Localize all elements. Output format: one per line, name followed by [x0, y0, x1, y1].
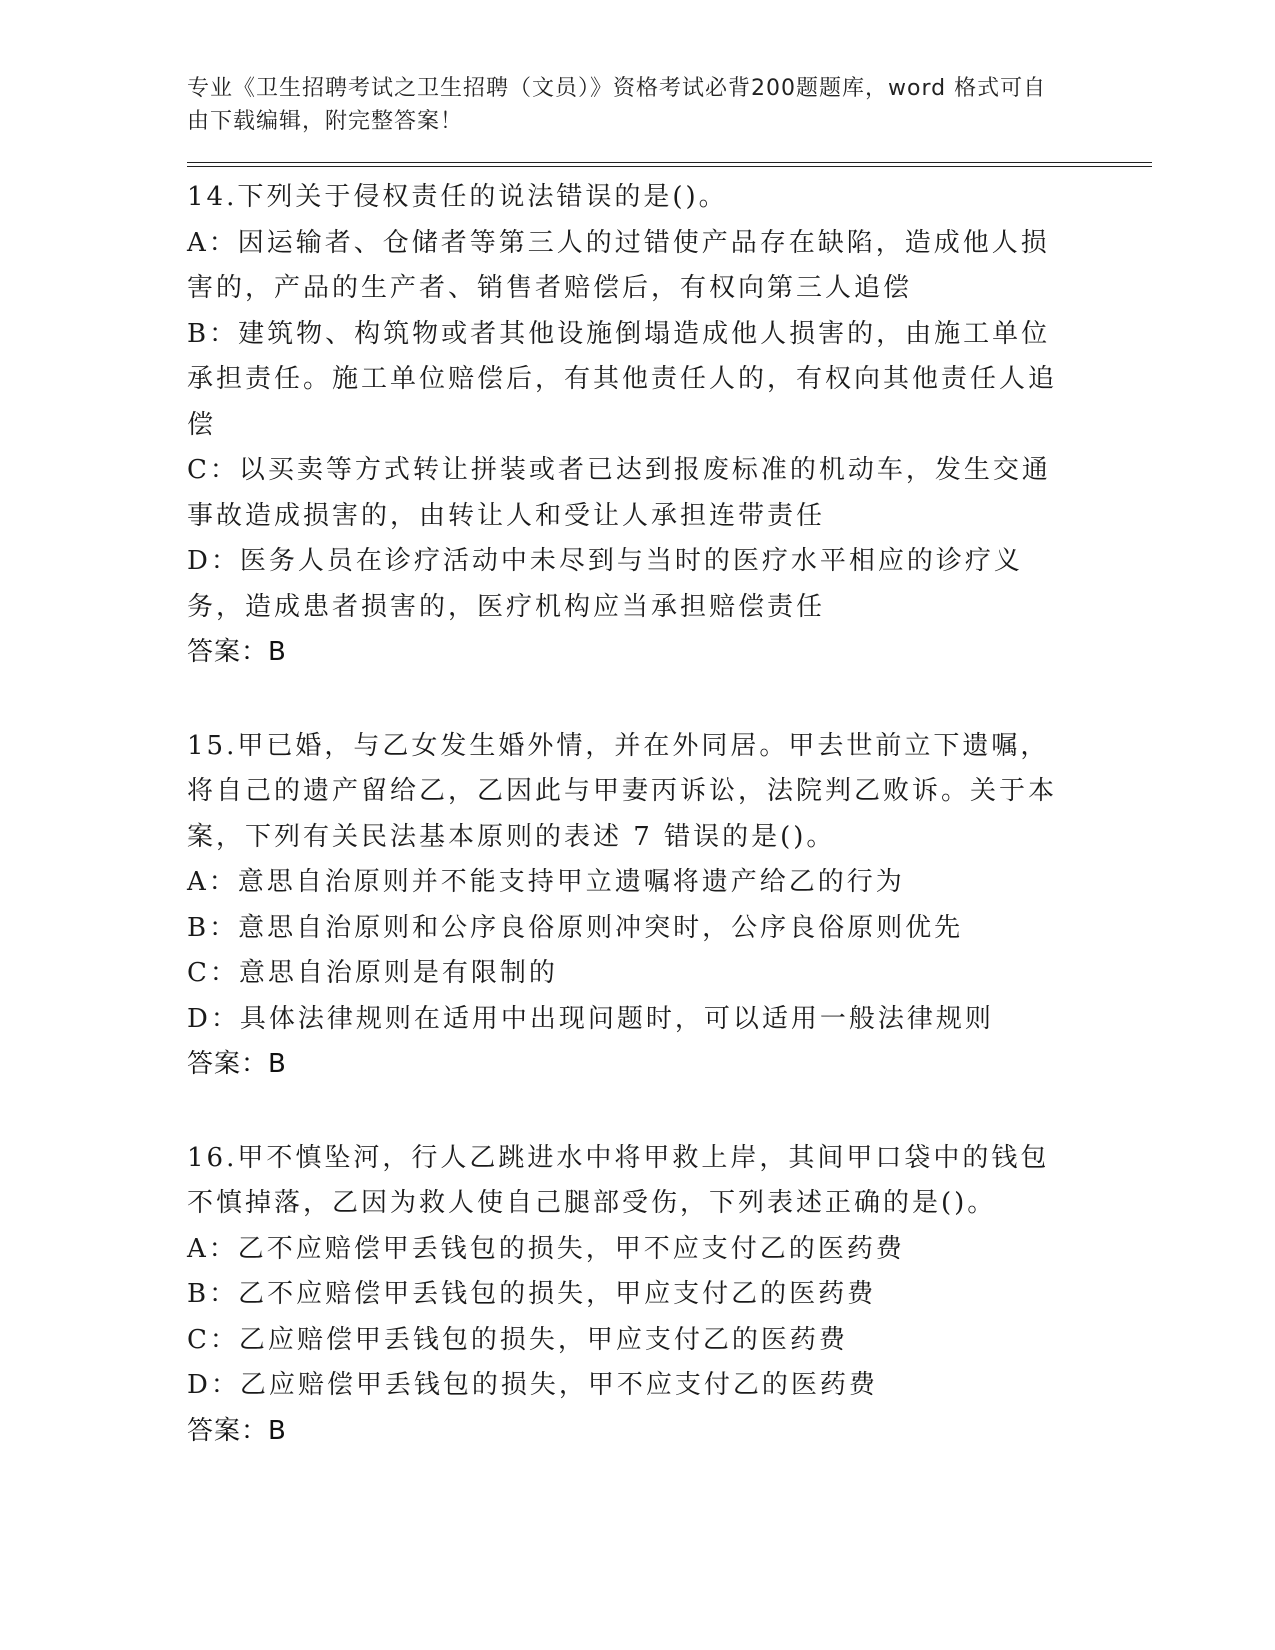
answer: 答案：B	[187, 637, 287, 667]
question-stem: 16.甲不慎坠河，行人乙跳进水中将甲救上岸，其间甲口袋中的钱包不慎掉落，乙因为救人使自己腿部受伤，下列表述正确的是()。	[187, 1142, 1050, 1218]
option-d: D：乙应赔偿甲丢钱包的损失，甲不应支付乙的医药费	[187, 1370, 878, 1400]
answer: 答案：B	[187, 1049, 287, 1079]
answer: 答案：B	[187, 1415, 287, 1446]
option-c: C：乙应赔偿甲丢钱包的损失，甲应支付乙的医药费	[187, 1324, 848, 1355]
header-divider	[187, 162, 1152, 167]
question-15	[187, 724, 1147, 1088]
question-16	[187, 1136, 1147, 1455]
option-b: B：乙不应赔偿甲丢钱包的损失，甲应支付乙的医药费	[187, 1279, 877, 1309]
option-a: A：乙不应赔偿甲丢钱包的损失，甲不应支付乙的医药费	[187, 1233, 905, 1264]
option-b: B：意思自治原则和公序良俗原则冲突时，公序良俗原则优先	[187, 912, 964, 943]
question-stem: 15.甲已婚，与乙女发生婚外情，并在外同居。甲去世前立下遗嘱，将自己的遗产留给乙，乙因此与甲妻丙诉讼，法院判乙败诉。关于本案，下列有关民法基本原则的表述 7 错误的是()。	[187, 730, 1058, 852]
question-list	[187, 175, 1147, 1454]
option-b: B：建筑物、构筑物或者其他设施倒塌造成他人损害的，由施工单位承担责任。施工单位赔偿后，有其他责任人的，有权向其他责任人追偿	[187, 318, 1058, 440]
option-d: D：医务人员在诊疗活动中未尽到与当时的医疗水平相应的诊疗义务，造成患者损害的，医疗机构应当承担赔偿责任	[187, 546, 1023, 622]
option-a: A：因运输者、仓储者等第三人的过错使产品存在缺陷，造成他人损害的，产品的生产者、销售者赔偿后，有权向第三人追偿	[187, 227, 1050, 303]
option-c: C：意思自治原则是有限制的	[187, 958, 558, 988]
option-d: D：具体法律规则在适用中出现问题时，可以适用一般法律规则	[187, 1003, 994, 1034]
option-c: C：以买卖等方式转让拼装或者已达到报废标准的机动车，发生交通事故造成损害的，由转让人和受让人承担连带责任	[187, 455, 1051, 531]
document-page	[187, 72, 1147, 1502]
option-a: A：意思自治原则并不能支持甲立遗嘱将遗产给乙的行为	[187, 867, 905, 897]
question-14	[187, 175, 1147, 676]
question-stem: 14.下列关于侵权责任的说法错误的是()。	[187, 182, 728, 212]
document-header: 专业《卫生招聘考试之卫生招聘（文员）》资格考试必背200题题库，word 格式可自由下载编辑，附完整答案！	[187, 76, 1047, 134]
